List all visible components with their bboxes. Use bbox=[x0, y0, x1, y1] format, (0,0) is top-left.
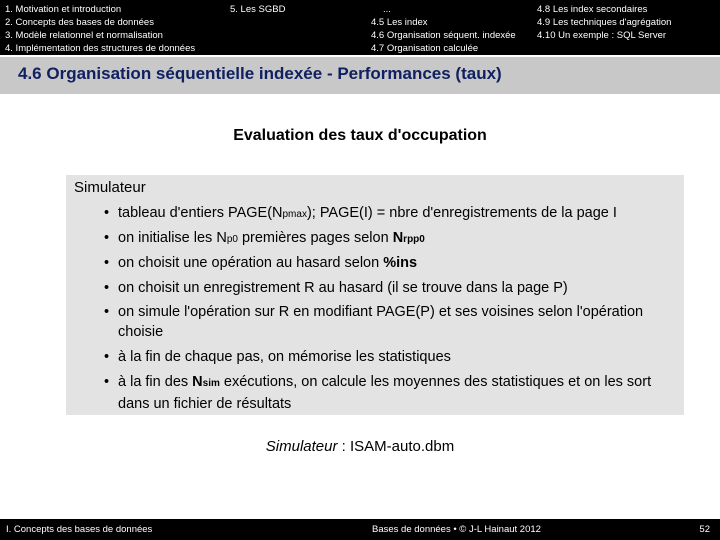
bullet-text: on choisit un enregistrement R au hasard (il se trouve dans la page P) bbox=[118, 280, 568, 296]
simulator-box bbox=[66, 175, 684, 415]
bullet-dot: • bbox=[104, 374, 110, 390]
subscript-text: pmax bbox=[282, 209, 307, 220]
title-band bbox=[0, 57, 720, 94]
chapter-5-column bbox=[230, 3, 285, 16]
nav-section-4-7[interactable]: 4.7 Organisation calculée bbox=[371, 43, 479, 54]
bullet-text: à la fin de chaque pas, on mémorise les statistiques bbox=[118, 349, 451, 365]
bullet-item bbox=[104, 278, 568, 298]
bold-text: N bbox=[392, 230, 404, 246]
slide-title: 4.6 Organisation séquentielle indexée - Performances (taux) bbox=[18, 64, 502, 83]
chapter-list bbox=[5, 3, 195, 55]
bullet-item bbox=[104, 203, 617, 225]
bullet-text: on simule l'opération sur R en modifiant PAGE(P) et ses voisines selon l'opération choisie bbox=[118, 304, 644, 340]
nav-section-4-9[interactable]: 4.9 Les techniques d'agrégation bbox=[537, 17, 672, 28]
bullet-item bbox=[104, 228, 425, 250]
section-list-middle bbox=[371, 3, 516, 55]
footer-bar bbox=[0, 519, 720, 540]
nav-section-4-10[interactable]: 4.10 Un exemple : SQL Server bbox=[537, 30, 667, 41]
page-number: 52 bbox=[699, 524, 710, 535]
nav-chapter-3[interactable]: 3. Modèle relationnel et normalisation bbox=[5, 30, 163, 41]
subscript-text: sim bbox=[202, 378, 220, 389]
bullet-text: premières pages selon bbox=[237, 230, 393, 246]
nav-chapter-5[interactable]: 5. Les SGBD bbox=[230, 4, 286, 15]
bullet-item bbox=[104, 347, 451, 367]
caption-filename: : ISAM-auto.dbm bbox=[337, 438, 455, 455]
bullet-dot: • bbox=[104, 349, 110, 365]
nav-chapter-4[interactable]: 4. Implémentation des structures de données bbox=[5, 43, 196, 54]
bold-text: %ins bbox=[383, 255, 418, 271]
bullet-text: à la fin des bbox=[118, 374, 193, 390]
bold-text: N bbox=[192, 374, 203, 390]
caption-label: Simulateur bbox=[265, 438, 338, 455]
bullet-text: ); PAGE(I) = nbre d'enregistrements de la page I bbox=[306, 205, 617, 221]
nav-section-4-8[interactable]: 4.8 Les index secondaires bbox=[537, 4, 648, 15]
subscript-text: rpp0 bbox=[403, 234, 425, 245]
nav-chapter-2[interactable]: 2. Concepts des bases de données bbox=[5, 17, 154, 28]
bullet-text: on initialise les N bbox=[118, 230, 227, 246]
slide-subtitle: Evaluation des taux d'occupation bbox=[233, 127, 487, 144]
bullet-dot: • bbox=[104, 255, 110, 271]
simulator-caption bbox=[0, 438, 720, 455]
nav-section-4-6[interactable]: 4.6 Organisation séquent. indexée bbox=[371, 30, 516, 41]
nav-chapter-1[interactable]: 1. Motivation et introduction bbox=[5, 4, 122, 15]
bullet-item bbox=[104, 253, 417, 273]
bullet-text: tableau d'entiers PAGE(N bbox=[118, 205, 283, 221]
bullet-item bbox=[104, 372, 682, 414]
bullet-dot: • bbox=[104, 230, 110, 246]
footer-copyright: Bases de données • © J-L Hainaut 2012 bbox=[372, 524, 541, 535]
bullet-dot: • bbox=[104, 205, 110, 221]
bullet-item bbox=[104, 302, 664, 342]
bullet-text: on choisit une opération au hasard selon bbox=[118, 255, 384, 271]
nav-section-4-5[interactable]: 4.5 Les index bbox=[371, 17, 428, 28]
footer-chapter[interactable]: I. Concepts des bases de données bbox=[6, 524, 153, 535]
section-list-right bbox=[537, 3, 671, 42]
nav-ellipsis: ... bbox=[383, 4, 391, 15]
top-navigation-bar bbox=[0, 0, 720, 55]
subscript-text: p0 bbox=[226, 234, 238, 245]
bullet-text: exécutions, on calcule les moyennes des statistiques et on les sort dans un fichier de résultats bbox=[118, 374, 652, 412]
simulator-heading: Simulateur bbox=[74, 179, 146, 196]
bullet-dot: • bbox=[104, 304, 110, 320]
bullet-dot: • bbox=[104, 280, 110, 296]
